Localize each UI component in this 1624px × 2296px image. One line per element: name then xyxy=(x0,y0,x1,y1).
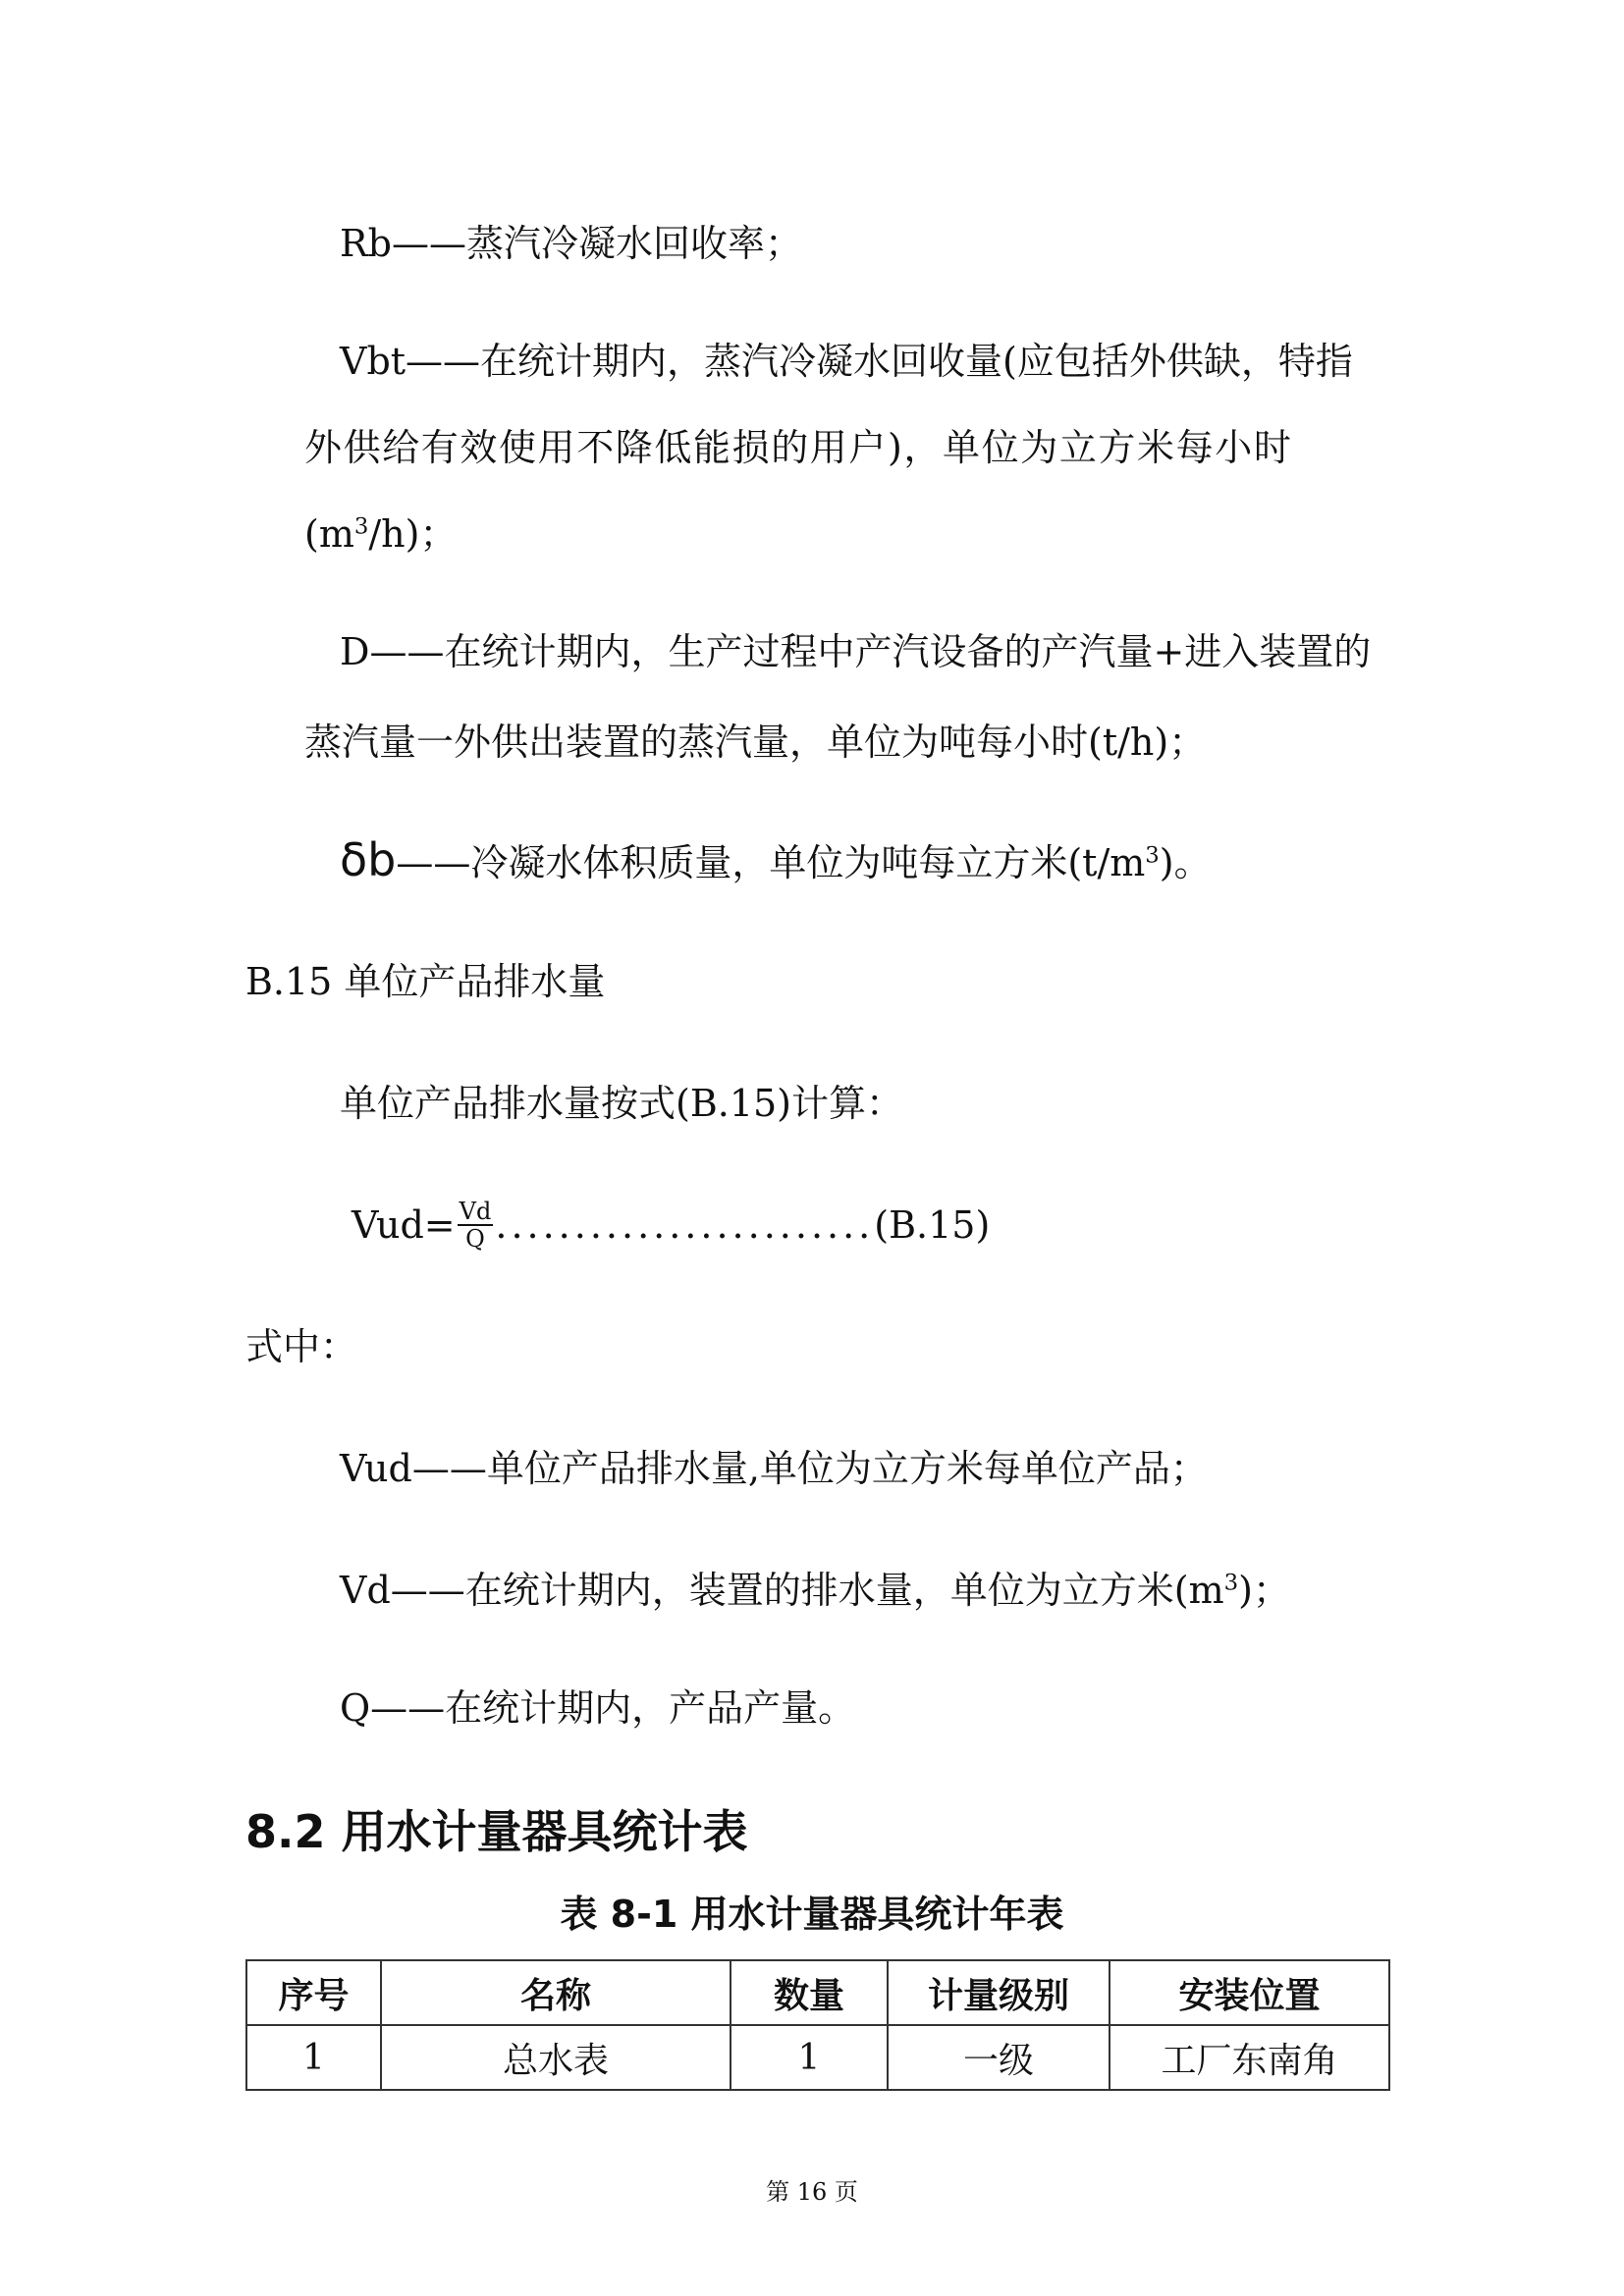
def-vbt-unit-sup: 3 xyxy=(353,513,369,540)
def-q-text: ——在统计期内，产品产量。 xyxy=(370,1686,856,1730)
formula-dots: ........................ xyxy=(495,1203,875,1247)
def-delta-b-pre: ——冷凝水体积质量，单位为吨每立方米(t/m xyxy=(396,841,1146,884)
def-d-text-1: ——在统计期内，生产过程中产汽设备的产汽量+进入装置的 xyxy=(369,630,1372,673)
def-vd-sup: 3 xyxy=(1223,1570,1239,1596)
def-vbt-unit-pre: (m xyxy=(304,512,354,556)
def-delta-b xyxy=(340,833,1212,886)
header-level: 计量级别 xyxy=(888,1960,1110,2025)
symbol-q: Q xyxy=(340,1686,371,1730)
cell-name: 总水表 xyxy=(381,2025,731,2090)
def-vd-post: )； xyxy=(1238,1569,1290,1612)
def-vd-pre: ——在统计期内，装置的排水量，单位为立方米(m xyxy=(390,1569,1224,1612)
where-label: 式中： xyxy=(245,1325,358,1368)
symbol-rb: Rb xyxy=(340,222,392,265)
formula-denominator: Q xyxy=(465,1224,485,1253)
def-rb-text: ——蒸汽冷凝水回收率； xyxy=(391,222,802,265)
table-header-row xyxy=(246,1960,1389,2025)
formula-numerator: Vd xyxy=(459,1197,492,1225)
def-delta-b-sup: 3 xyxy=(1145,842,1160,869)
cell-serial: 1 xyxy=(246,2025,381,2090)
symbol-vd: Vd xyxy=(340,1569,391,1612)
def-vbt-text-1: ——在统计期内，蒸汽冷凝水回收量(应包括外供缺，特指 xyxy=(406,340,1353,383)
def-d-line2: 蒸汽量一外供出装置的蒸汽量，单位为吨每小时(t/h)； xyxy=(304,721,1207,764)
formula-lhs: Vud= xyxy=(352,1203,456,1247)
def-vud xyxy=(340,1445,1208,1492)
def-q xyxy=(340,1684,855,1732)
def-rb xyxy=(340,220,802,267)
table-caption: 表 8-1 用水计量器具统计年表 xyxy=(560,1893,1064,1936)
def-delta-b-post: )。 xyxy=(1159,841,1212,884)
meter-table xyxy=(245,1959,1390,2091)
section-82-heading: 8.2 用水计量器具统计表 xyxy=(245,1805,748,1858)
section-b15-intro: 单位产品排水量按式(B.15)计算： xyxy=(340,1082,904,1125)
symbol-vud: Vud xyxy=(340,1447,412,1490)
def-vbt-line2: 外供给有效使用不降低能损的用户)，单位为立方米每小时 xyxy=(304,426,1293,469)
table-row xyxy=(246,2025,1389,2090)
def-vd xyxy=(340,1567,1290,1614)
def-vbt-line1 xyxy=(340,338,1353,385)
header-location: 安装位置 xyxy=(1110,1960,1389,2025)
page-number: 第 16 页 xyxy=(766,2178,858,2206)
cell-location: 工厂东南角 xyxy=(1110,2025,1389,2090)
header-quantity: 数量 xyxy=(731,1960,888,2025)
section-b15-heading: B.15 单位产品排水量 xyxy=(245,960,606,1003)
def-vbt-unit-post: /h)； xyxy=(368,512,458,556)
header-serial: 序号 xyxy=(246,1960,381,2025)
cell-quantity: 1 xyxy=(731,2025,888,2090)
formula-fraction xyxy=(458,1199,494,1252)
def-d-line1 xyxy=(340,628,1371,675)
def-vud-text: ——单位产品排水量,单位为立方米每单位产品； xyxy=(411,1447,1208,1490)
symbol-vbt: Vbt xyxy=(340,340,406,383)
cell-level: 一级 xyxy=(888,2025,1110,2090)
def-vbt-line3 xyxy=(304,510,457,558)
symbol-d: D xyxy=(340,630,370,673)
header-name: 名称 xyxy=(381,1960,731,2025)
formula-ref: (B.15) xyxy=(874,1203,991,1247)
formula-b15 xyxy=(352,1197,991,1255)
symbol-delta-b: δb xyxy=(340,833,397,886)
